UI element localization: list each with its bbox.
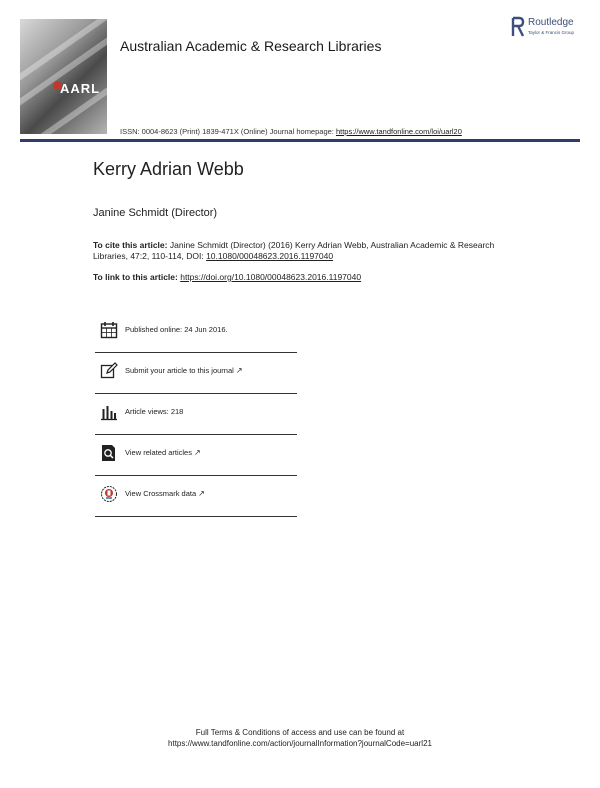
article-doi-url-link[interactable]: https://doi.org/10.1080/00048623.2016.1197040 <box>180 272 362 282</box>
calendar-icon <box>100 321 118 339</box>
crossmark-link[interactable] <box>125 489 205 498</box>
bar-chart-icon <box>100 403 118 421</box>
link-label: To link to this article: <box>93 272 181 282</box>
article-author: Janine Schmidt (Director) <box>93 207 218 219</box>
document-search-icon <box>100 444 118 462</box>
article-info-list <box>95 312 297 517</box>
issn-text: ISSN: 0004-8623 (Print) 1839-471X (Online) Journal homepage: <box>120 127 336 136</box>
submit-item[interactable] <box>95 353 297 394</box>
cite-label: To cite this article: <box>93 240 168 250</box>
edit-icon <box>100 362 118 380</box>
article-title: Kerry Adrian Webb <box>93 159 244 179</box>
crossmark-icon <box>100 485 118 503</box>
related-item[interactable] <box>95 435 297 476</box>
external-link-icon: ↗ <box>235 366 243 375</box>
footer <box>0 727 600 749</box>
journal-cover <box>20 19 107 134</box>
issn-line <box>120 127 462 136</box>
routledge-r-icon <box>511 16 525 38</box>
crossmark-text: View Crossmark data <box>125 489 197 498</box>
cover-logo: AARL <box>60 81 101 96</box>
footer-terms-link[interactable]: https://www.tandfonline.com/action/journalInformation?journalCode=uarl21 <box>168 739 432 748</box>
views-text: Article views: 218 <box>125 407 184 416</box>
related-link[interactable] <box>125 448 201 457</box>
published-text: Published online: 24 Jun 2016. <box>125 325 228 334</box>
journal-title: Australian Academic & Research Libraries <box>120 38 382 54</box>
publisher-name: Routledge <box>528 17 574 28</box>
doi-link[interactable]: 10.1080/00048623.2016.1197040 <box>206 251 334 261</box>
submit-link[interactable] <box>125 366 243 375</box>
footer-line-1: Full Terms & Conditions of access and use can be found at <box>195 728 405 737</box>
header-rule <box>20 139 580 142</box>
submit-text: Submit your article to this journal <box>125 366 234 375</box>
publisher-logo <box>511 16 591 42</box>
external-link-icon: ↗ <box>193 448 201 457</box>
article-link-line <box>93 272 361 282</box>
views-item <box>95 394 297 435</box>
published-item <box>95 312 297 353</box>
related-text: View related articles <box>125 448 192 457</box>
crossmark-item[interactable] <box>95 476 297 517</box>
external-link-icon: ↗ <box>198 489 205 498</box>
cite-text: Janine Schmidt (Director) (2016) Kerry Adrian Webb, Australian Academic & Research Libraries, 47:2, 110-114, DOI: <box>93 240 495 261</box>
citation <box>93 240 513 262</box>
journal-homepage-link[interactable]: https://www.tandfonline.com/loi/uarl20 <box>335 127 462 136</box>
publisher-sub: Taylor & Francis Group <box>528 30 575 35</box>
